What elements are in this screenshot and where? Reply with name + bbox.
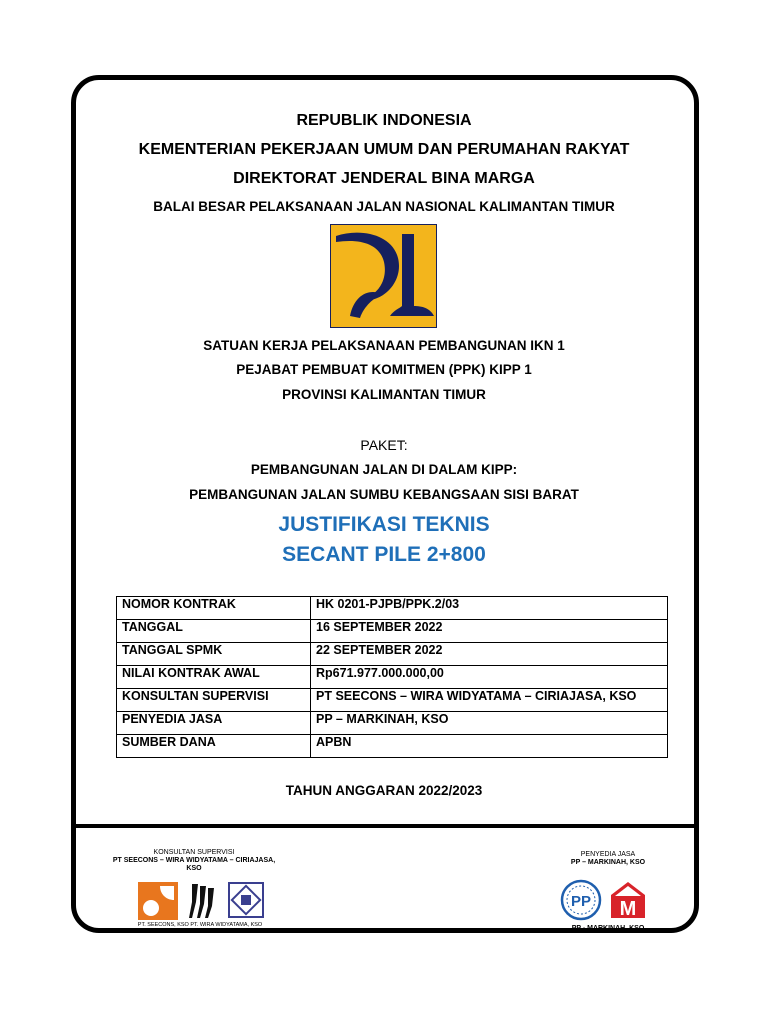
document-title-line2: SECANT PILE 2+800: [282, 543, 486, 566]
table-row: [117, 597, 668, 620]
header-balai: BALAI BESAR PELAKSANAAN JALAN NASIONAL KALIMANTAN TIMUR: [153, 199, 615, 214]
table-value-cell: APBN: [311, 735, 668, 758]
fiscal-year: TAHUN ANGGARAN 2022/2023: [285, 783, 483, 798]
table-value-cell: HK 0201-PJPB/PPK.2/03: [311, 597, 668, 620]
package-line2: PEMBANGUNAN JALAN SUMBU KEBANGSAAN SISI BARAT: [189, 487, 579, 502]
ciriajasa-logo: [228, 882, 264, 918]
table-row: [117, 620, 668, 643]
contractor-name: PP – MARKINAH, KSO: [570, 859, 646, 866]
table-row: [117, 712, 668, 735]
unit-province: PROVINSI KALIMANTAN TIMUR: [282, 387, 486, 402]
consultant-name-line1: PT SEECONS – WIRA WIDYATAMA – CIRIAJASA,: [112, 857, 276, 864]
header-directorate: DIREKTORAT JENDERAL BINA MARGA: [233, 170, 535, 187]
table-row: [117, 689, 668, 712]
wira-widyatama-logo: [188, 882, 216, 920]
table-row: [117, 643, 668, 666]
table-value-cell: 16 SEPTEMBER 2022: [311, 620, 668, 643]
table-value-cell: 22 SEPTEMBER 2022: [311, 643, 668, 666]
table-key-cell: NILAI KONTRAK AWAL: [117, 666, 311, 689]
consultant-logo-caption: PT. SEECONS, KSO PT. WIRA WIDYATAMA, KSO: [137, 922, 263, 928]
consultant-label: KONSULTAN SUPERVISI: [153, 849, 235, 856]
consultant-name-line2: KSO: [186, 865, 202, 872]
contractor-label: PENYEDIA JASA: [580, 851, 636, 858]
table-value-cell: PP – MARKINAH, KSO: [311, 712, 668, 735]
table-value-cell: PT SEECONS – WIRA WIDYATAMA – CIRIAJASA, KSO: [311, 689, 668, 712]
package-line1: PEMBANGUNAN JALAN DI DALAM KIPP:: [250, 462, 518, 477]
footer-divider: [76, 824, 694, 828]
seecons-logo: [138, 882, 178, 920]
pp-logo: [560, 879, 602, 921]
table-row: [117, 735, 668, 758]
document-title-line1: JUSTIFIKASI TEKNIS: [278, 513, 490, 536]
table-key-cell: NOMOR KONTRAK: [117, 597, 311, 620]
markinah-logo: [610, 881, 646, 919]
m-logo-text: M: [619, 898, 637, 919]
table-value-cell: Rp671.977.000.000,00: [311, 666, 668, 689]
unit-ppk: PEJABAT PEMBUAT KOMITMEN (PPK) KIPP 1: [236, 362, 532, 377]
table-key-cell: KONSULTAN SUPERVISI: [117, 689, 311, 712]
pupr-logo: [330, 224, 437, 328]
unit-satker: SATUAN KERJA PELAKSANAAN PEMBANGUNAN IKN 1: [203, 338, 565, 353]
table-key-cell: TANGGAL: [117, 620, 311, 643]
contract-info-table: [116, 596, 668, 758]
header-republic: REPUBLIK INDONESIA: [296, 112, 472, 129]
package-label: PAKET:: [360, 437, 408, 453]
table-row: [117, 666, 668, 689]
contractor-logo-caption: PP - MARKINAH, KSO: [571, 925, 645, 932]
header-ministry: KEMENTERIAN PEKERJAAN UMUM DAN PERUMAHAN RAKYAT: [138, 141, 630, 158]
table-key-cell: TANGGAL SPMK: [117, 643, 311, 666]
pp-logo-text: PP: [570, 893, 592, 910]
table-key-cell: PENYEDIA JASA: [117, 712, 311, 735]
table-key-cell: SUMBER DANA: [117, 735, 311, 758]
